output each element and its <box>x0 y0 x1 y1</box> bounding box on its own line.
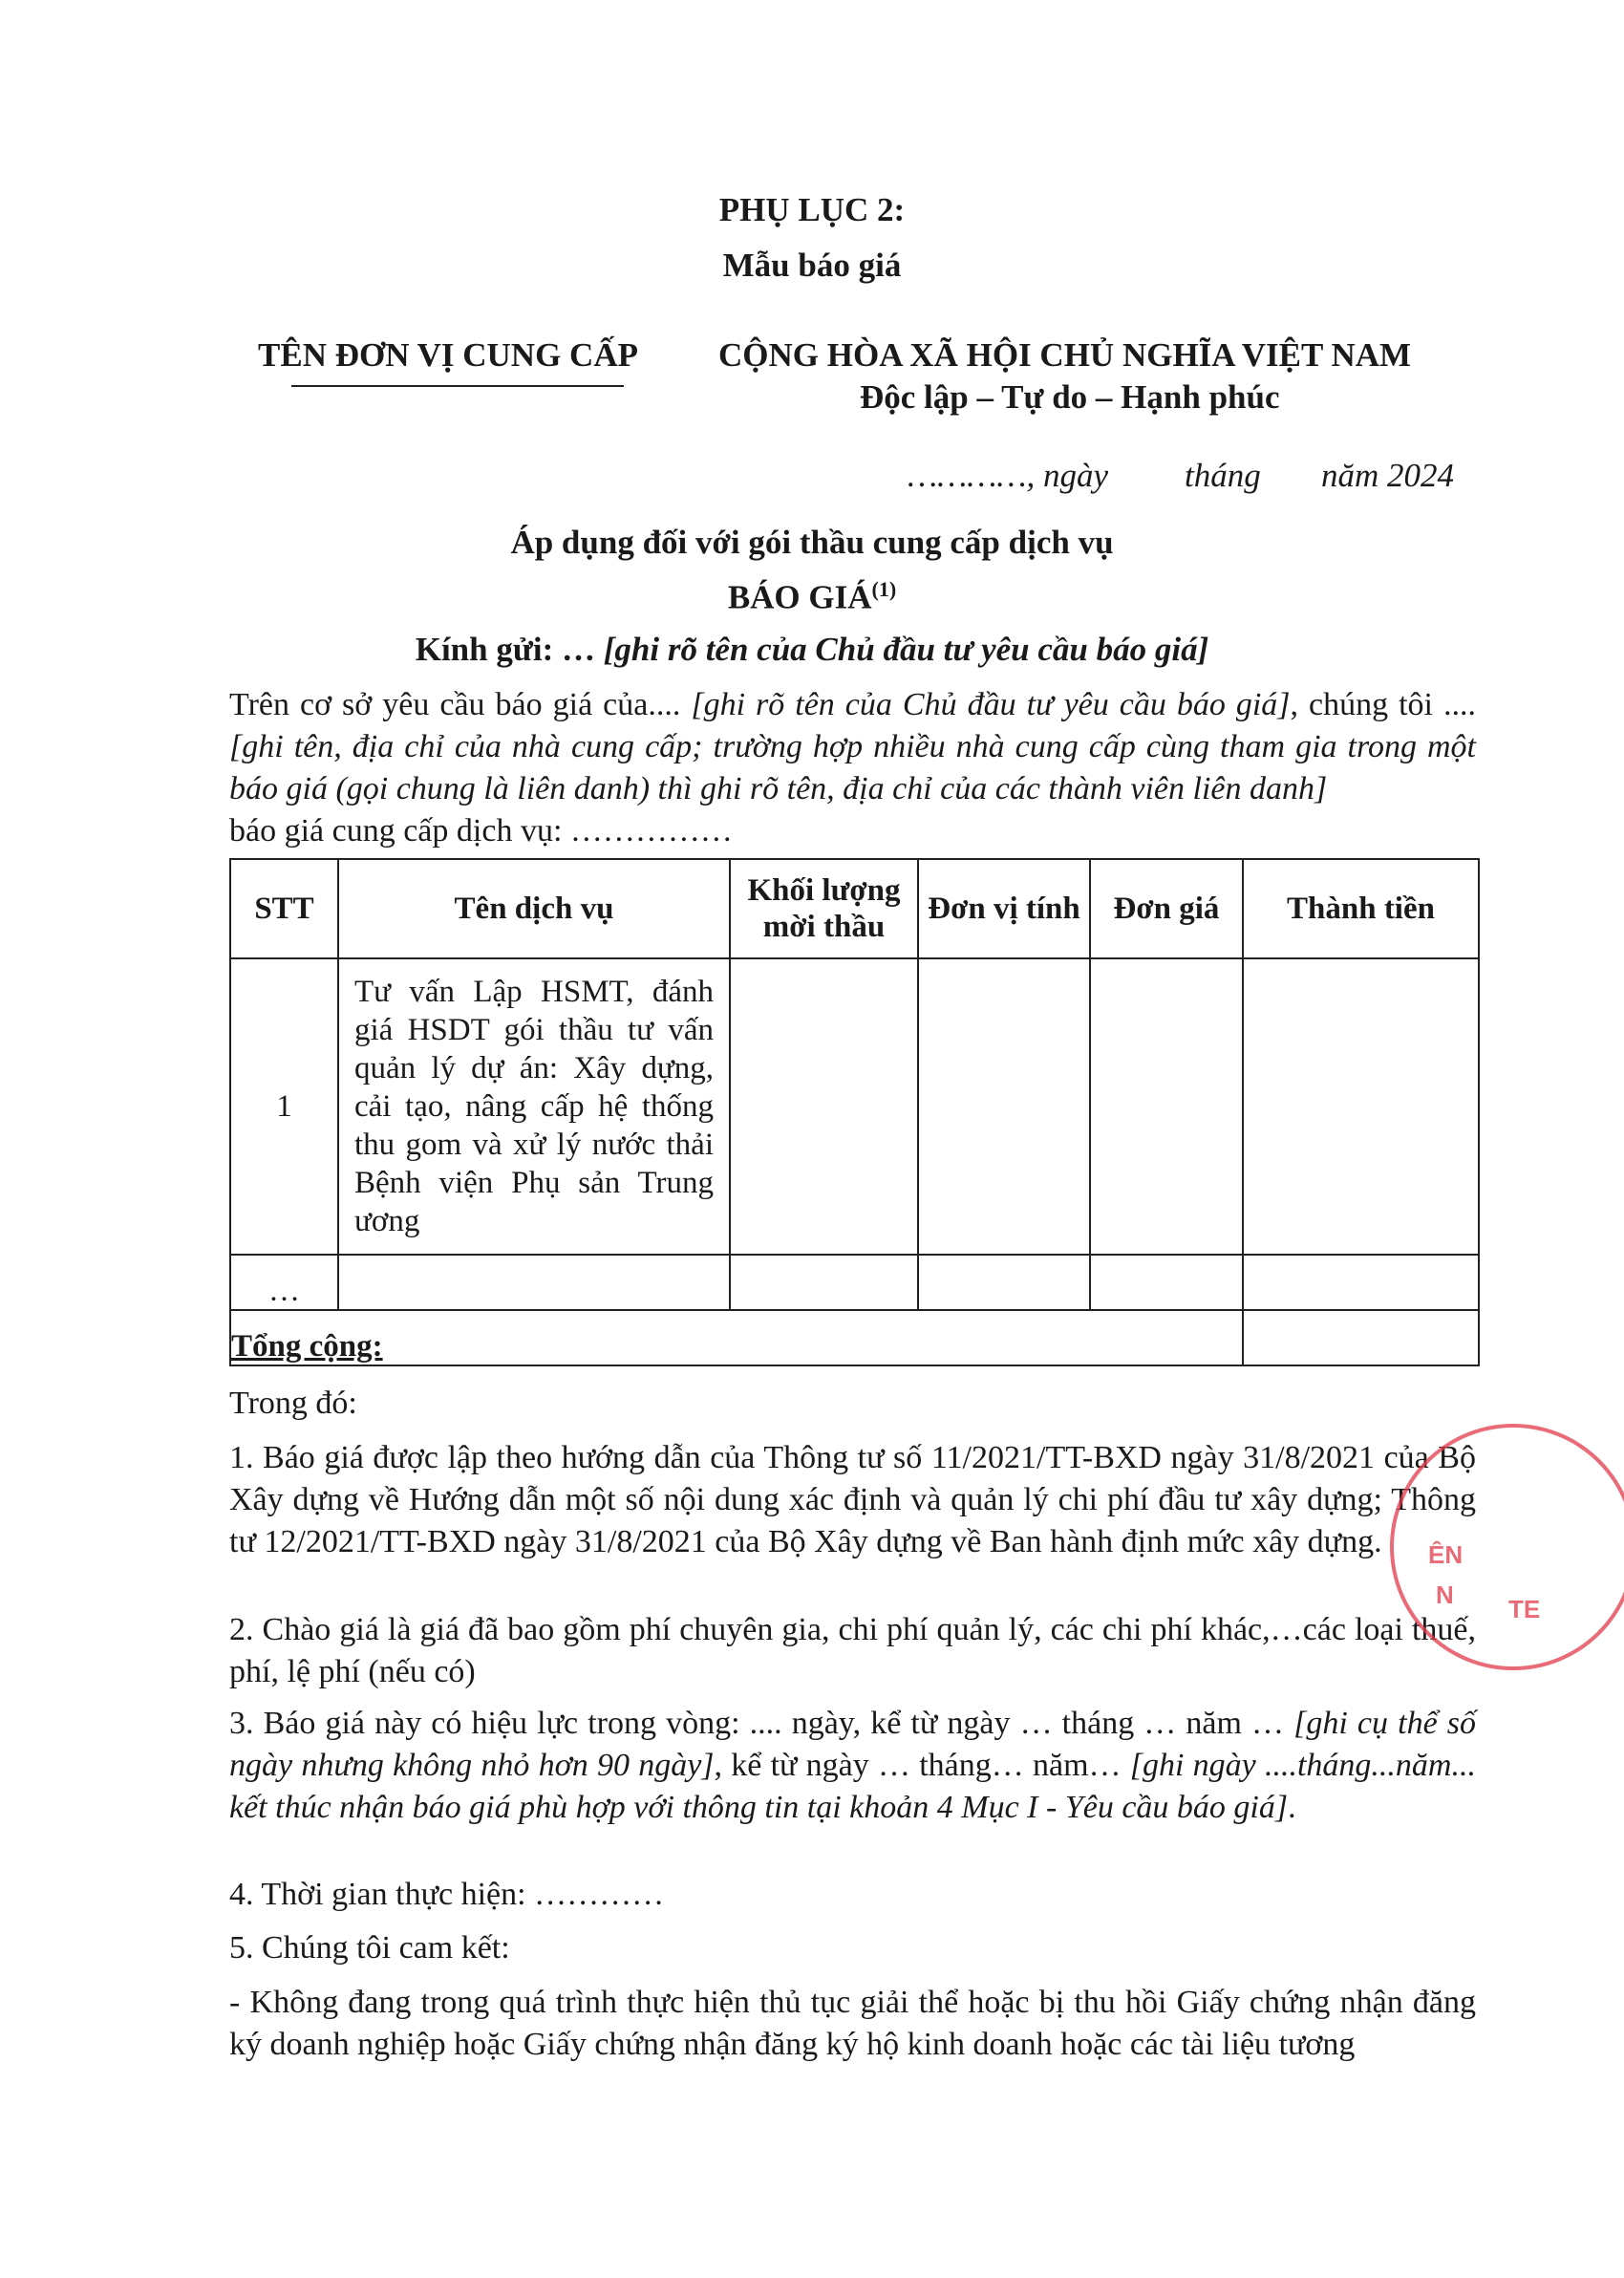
col-header-price: Đơn giá <box>1090 859 1243 958</box>
row-service: Tư vấn Lập HSMT, đánh giá HSDT gói thầu tư vấn quản lý dự án: Xây dựng, cải tạo, nâng cấp hệ thống thu gom và xử lý nước thải Bệnh viện Phụ sản Trung ương <box>338 958 730 1255</box>
intro-text-2: , chúng tôi .... <box>1290 687 1476 722</box>
col-header-quantity: Khối lượng mời thầu <box>730 859 918 958</box>
row-price <box>1090 958 1243 1255</box>
col-header-service: Tên dịch vụ <box>338 859 730 958</box>
recipient-value: [ghi rõ tên của Chủ đầu tư yêu cầu báo giá] <box>603 631 1209 668</box>
intro-text-3: báo giá cung cấp dịch vụ: …………… <box>229 813 733 849</box>
date-place: …………, ngày <box>908 457 1109 494</box>
date-year: năm 2024 <box>1321 457 1455 494</box>
note-3-text-e: . <box>1288 1790 1296 1825</box>
row-quantity <box>730 1255 918 1310</box>
motto: Độc lập – Tự do – Hạnh phúc <box>860 378 1280 416</box>
col-header-stt: STT <box>230 859 338 958</box>
form-title: Mẫu báo giá <box>722 247 902 284</box>
note-3-text-a: 3. Báo giá này có hiệu lực trong vòng: .... ngày, kể từ ngày … tháng … năm … <box>229 1706 1285 1741</box>
intro-text-1: Trên cơ sở yêu cầu báo giá của.... <box>229 687 681 722</box>
row-amount <box>1243 1255 1479 1310</box>
row-stt: 1 <box>230 958 338 1255</box>
supplier-label: TÊN ĐƠN VỊ CUNG CẤP <box>258 336 638 374</box>
note-6: - Không đang trong quá trình thực hiện thủ tục giải thể hoặc bị thu hồi Giấy chứng nhận đăng ký doanh nghiệp hoặc Giấy chứng nhận đăng ký hộ kinh doanh hoặc các tài liệu tương <box>229 1985 1476 2062</box>
appendix-title: PHỤ LỤC 2: <box>718 191 906 228</box>
note-2: 2. Chào giá là giá đã bao gồm phí chuyên gia, chi phí quản lý, các chi phí khác,…các loại thuế, phí, lệ phí (nếu có) <box>229 1612 1476 1689</box>
note-3-italic-b: [ghi cụ thể số ngày nhưng không nhỏ hơn 90 ngày] <box>229 1706 1476 1783</box>
note-3-italic-d: [ghi ngày ....tháng...năm... kết thúc nhận báo giá phù hợp với thông tin tại khoản 4 Mục I - Yêu cầu báo giá] <box>229 1748 1476 1825</box>
table-total-row <box>230 1310 1479 1365</box>
nation-title: CỘNG HÒA XÃ HỘI CHỦ NGHĨA VIỆT NAM <box>718 336 1412 374</box>
quote-title <box>0 577 1624 617</box>
intro-requester: [ghi rõ tên của Chủ đầu tư yêu cầu báo giá] <box>691 687 1291 722</box>
total-label: Tổng cộng: <box>230 1310 1243 1365</box>
intro-paragraph <box>229 684 1476 852</box>
intro-supplier: [ghi tên, địa chỉ của nhà cung cấp; trường hợp nhiều nhà cung cấp cùng tham gia trong một báo giá (gọi chung là liên danh) thì ghi rõ tên, địa chỉ của các thành viên liên danh] <box>229 729 1476 806</box>
row-unit <box>918 958 1090 1255</box>
row-unit <box>918 1255 1090 1310</box>
row-quantity <box>730 958 918 1255</box>
supplier-underline <box>291 385 624 387</box>
note-5: 5. Chúng tôi cam kết: <box>229 1930 510 1966</box>
date-month: tháng <box>1185 457 1261 494</box>
table-row <box>230 1255 1479 1310</box>
applies-title: Áp dụng đối với gói thầu cung cấp dịch vụ <box>510 524 1114 561</box>
quote-label: BÁO GIÁ <box>727 578 872 616</box>
quote-table <box>229 858 1480 1366</box>
quote-footnote: (1) <box>871 577 897 601</box>
total-amount <box>1243 1310 1479 1365</box>
note-1: 1. Báo giá được lập theo hướng dẫn của Thông tư số 11/2021/TT-BXD ngày 31/8/2021 của Bộ Xây dựng về Hướng dẫn một số nội dung xác định và quản lý chi phí đầu tư xây dựng; Thông tư 12/2021/TT-BXD ngày 31/8/2021 của Bộ Xây dựng về Ban hành định mức xây dựng. <box>229 1440 1476 1559</box>
recipient <box>0 631 1624 669</box>
col-header-amount: Thành tiền <box>1243 859 1479 958</box>
note-3-text-c: , kể từ ngày … tháng… năm… <box>714 1748 1122 1783</box>
table-header-row <box>230 859 1479 958</box>
note-3 <box>229 1703 1476 1829</box>
stamp-seal: ÊN N TE <box>1390 1424 1624 1670</box>
recipient-label: Kính gửi: … <box>415 631 595 668</box>
row-service <box>338 1255 730 1310</box>
table-row <box>230 958 1479 1255</box>
col-header-unit: Đơn vị tính <box>918 859 1090 958</box>
note-4: 4. Thời gian thực hiện: ………… <box>229 1877 665 1912</box>
row-price <box>1090 1255 1243 1310</box>
notes-intro: Trong đó: <box>229 1386 357 1421</box>
row-amount <box>1243 958 1479 1255</box>
row-stt: … <box>230 1255 338 1310</box>
